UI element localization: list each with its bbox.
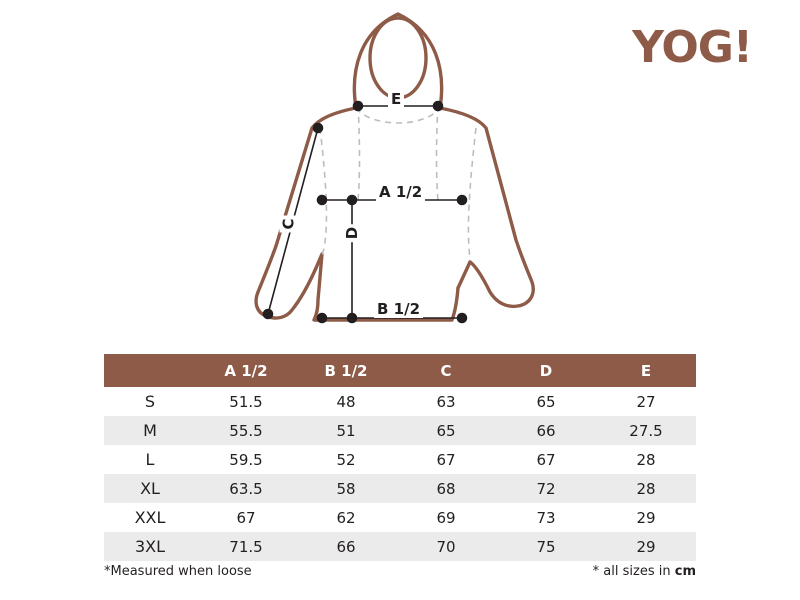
cell-d: 66	[496, 416, 596, 445]
cell-a-half: 63.5	[196, 474, 296, 503]
cell-e: 28	[636, 450, 656, 469]
table-header-row	[104, 354, 696, 387]
hoodie-outline	[256, 14, 533, 320]
cell-b-half: 62	[336, 508, 356, 527]
table-header-d: D	[496, 354, 596, 387]
cell-e: 28	[596, 474, 696, 503]
cell-size: L	[145, 450, 155, 469]
dimension-label-a-half: A 1/2	[376, 183, 425, 201]
table-row	[104, 532, 696, 561]
cell-d: 67	[536, 450, 556, 469]
cell-c: 67	[436, 450, 456, 469]
dimension-label-d: D	[343, 224, 361, 242]
size-table-body	[104, 387, 696, 561]
footnote-measured: *Measured when loose	[104, 564, 252, 579]
footnote-units-value: cm	[674, 564, 696, 579]
cell-a-half: 59.5	[229, 450, 263, 469]
cell-e: 29	[636, 508, 656, 527]
footnote-units-prefix: * all sizes in	[592, 564, 675, 579]
table-header-size	[104, 354, 196, 387]
cell-e: 27	[636, 392, 656, 411]
size-table-head	[104, 354, 696, 387]
cell-d: 73	[536, 508, 556, 527]
cell-size: XXL	[134, 508, 166, 527]
table-row	[104, 503, 696, 532]
table-header-e: E	[596, 354, 696, 387]
cell-c: 69	[436, 508, 456, 527]
cell-d: 75	[496, 532, 596, 561]
cell-b-half: 58	[296, 474, 396, 503]
size-table	[104, 354, 696, 561]
cell-b-half: 66	[296, 532, 396, 561]
footnote-units	[593, 564, 696, 579]
cell-size: 3XL	[104, 532, 196, 561]
cell-c: 68	[396, 474, 496, 503]
cell-d: 72	[496, 474, 596, 503]
dimension-label-b-half: B 1/2	[374, 300, 423, 318]
cell-e: 29	[596, 532, 696, 561]
cell-b-half: 51	[296, 416, 396, 445]
cell-d: 65	[536, 392, 556, 411]
table-row	[104, 445, 696, 474]
brand-logo: YOG!	[632, 22, 752, 73]
size-table-container	[104, 354, 696, 561]
cell-e: 27.5	[596, 416, 696, 445]
cell-c: 70	[396, 532, 496, 561]
cell-a-half: 71.5	[196, 532, 296, 561]
cell-size: S	[144, 392, 156, 411]
cell-c: 63	[436, 392, 456, 411]
cell-b-half: 48	[336, 392, 356, 411]
cell-size: M	[104, 416, 196, 445]
cell-size: XL	[104, 474, 196, 503]
table-row	[104, 474, 696, 503]
table-row	[104, 416, 696, 445]
cell-a-half: 51.5	[229, 392, 263, 411]
table-header-b-half: B 1/2	[296, 354, 396, 387]
dimension-label-e: E	[388, 90, 404, 108]
table-header-c: C	[396, 354, 496, 387]
cell-c: 65	[396, 416, 496, 445]
cell-a-half: 55.5	[196, 416, 296, 445]
measurement-lines	[264, 102, 467, 323]
table-row	[104, 387, 696, 416]
dimension-label-c: C	[280, 215, 298, 232]
table-header-a-half: A 1/2	[196, 354, 296, 387]
cell-a-half: 67	[236, 508, 256, 527]
cell-b-half: 52	[336, 450, 356, 469]
